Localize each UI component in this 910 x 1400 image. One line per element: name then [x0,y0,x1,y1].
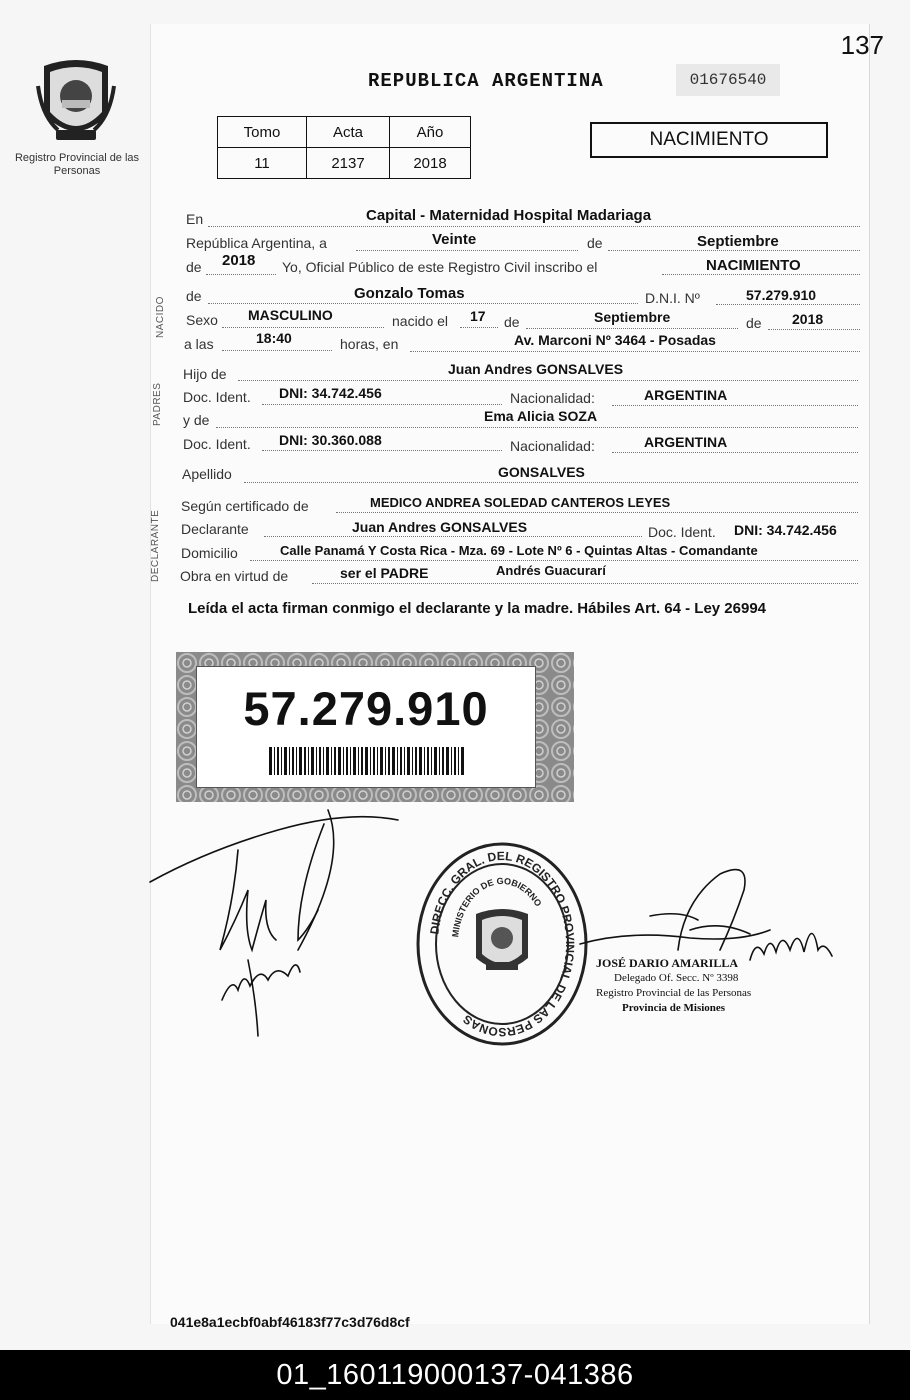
label-republica: República Argentina, a [186,235,327,251]
father-doc-value: DNI: 34.742.456 [279,385,382,401]
dotted-line [336,512,858,513]
label-doc3: Doc. Ident. [648,524,716,540]
legal-note: Leída el acta firman conmigo el declarante y la madre. Hábiles Art. 64 - Ley 26994 [188,600,767,617]
dotted-line [410,351,860,352]
dotted-line [768,329,860,330]
label-sexo: Sexo [186,312,218,328]
birth-time-value: 18:40 [256,330,292,346]
dotted-line [312,583,858,584]
official-signature-block [596,956,751,1016]
record-table [217,116,471,179]
dni-number-card [176,652,574,802]
official-province: Provincia de Misiones [622,1002,726,1014]
side-label-padres: PADRES [152,382,163,426]
dotted-line [526,328,738,329]
month-value: Septiembre [697,233,779,250]
logo-caption: Registro Provincial de las Personas [14,152,140,177]
label-nacido: nacido el [392,313,449,329]
label-apellido: Apellido [182,466,232,482]
day-value: Veinte [432,231,477,248]
label-doc1: Doc. Ident. [183,389,251,405]
table-value-anio: 2018 [390,148,471,179]
child-name-value: Gonzalo Tomas [354,285,465,302]
seal-emblem-icon [476,909,528,970]
dotted-line [262,450,502,451]
label-horas: horas, en [340,336,399,352]
label-en: En [186,211,204,227]
surname-value: GONSALVES [498,464,585,480]
mother-name-value: Ema Alicia SOZA [484,408,598,424]
side-label-declarante: DECLARANTE [150,509,161,582]
dotted-line [262,404,502,405]
dni-number-panel [196,666,536,788]
official-role: Delegado Of. Secc. Nº 3398 [614,972,739,984]
child-dni-value: 57.279.910 [746,287,817,303]
label-de5: de [746,315,762,331]
label-hijo: Hijo de [183,366,227,382]
dotted-line [222,350,332,351]
birth-year-value: 2018 [792,311,824,327]
dotted-line [206,274,276,275]
table-header-acta: Acta [307,117,390,148]
table-header-anio: Año [390,117,471,148]
label-doc2: Doc. Ident. [183,436,251,452]
official-name: JOSÉ DARIO AMARILLA [596,956,739,970]
address-continuation-value: Andrés Guacurarí [496,563,606,578]
birth-day-value: 17 [470,308,486,324]
official-seal-stamp [414,840,590,1048]
year-value: 2018 [222,252,256,269]
label-obra: Obra en virtud de [180,568,289,584]
table-value-tomo: 11 [218,148,307,179]
father-name-value: Juan Andres GONSALVES [448,361,624,377]
dotted-line [612,452,858,453]
dni-number: 57.279.910 [243,682,489,735]
declarant-doc-value: DNI: 34.742.456 [734,522,837,538]
father-nationality-value: ARGENTINA [644,387,728,403]
dotted-line [612,405,858,406]
birth-place-value: Av. Marconi Nº 3464 - Posadas [514,332,716,348]
label-yo: Yo, Oficial Público de este Registro Civil inscribo el [282,259,598,275]
label-de3: de [186,288,202,304]
label-nac2: Nacionalidad: [510,438,595,454]
document-title: REPUBLICA ARGENTINA [368,70,604,92]
dotted-line [716,304,860,305]
footer-file-code: 01_160119000137-041386 [0,1350,910,1400]
official-office: Registro Provincial de las Personas [596,987,752,999]
label-alas: a las [184,336,214,352]
declarant-signature [148,800,404,1040]
dotted-line [208,303,638,304]
province-seal-logo [36,56,116,148]
place-value: Capital - Maternidad Hospital Madariaga [366,207,652,224]
capacity-value: ser el PADRE [340,565,429,581]
mother-nationality-value: ARGENTINA [644,434,728,450]
dotted-line [264,536,642,537]
table-header-tomo: Tomo [218,117,307,148]
label-declarante: Declarante [181,521,249,537]
dotted-line [662,274,860,275]
seal-inner-text: MINISTERIO DE GOBIERNO [450,875,544,938]
dotted-line [250,560,858,561]
certificate-value: MEDICO ANDREA SOLEDAD CANTEROS LEYES [370,495,671,510]
address-value: Calle Panamá Y Costa Rica - Mza. 69 - Lote Nº 6 - Quintas Altas - Comandante [280,543,758,558]
inscription-type-value: NACIMIENTO [706,257,801,274]
document-hash: 041e8a1ecbf0abf46183f77c3d76d8cf [170,1314,410,1330]
document-kind-box: NACIMIENTO [590,122,828,158]
table-value-acta: 2137 [307,148,390,179]
dotted-line [608,250,860,251]
dotted-line [356,250,578,251]
mother-doc-value: DNI: 30.360.088 [279,432,382,448]
birth-month-value: Septiembre [594,309,671,325]
dotted-line [238,380,858,381]
label-yde: y de [183,412,210,428]
page-number: 137 [840,30,884,60]
dotted-line [460,327,498,328]
label-de: de [587,235,603,251]
seal-outer-text: DIRECC. GRAL. DEL REGISTRO PROVINCIAL DE LAS PERSONAS [427,848,578,1040]
serial-number: 01676540 [676,64,780,96]
dotted-line [244,482,858,483]
declarant-name-value: Juan Andres GONSALVES [352,519,528,535]
dotted-line [208,226,860,227]
label-domicilio: Domicilio [181,545,238,561]
label-de2: de [186,259,202,275]
sex-value: MASCULINO [248,307,333,323]
label-segun: Según certificado de [181,498,309,514]
dotted-line [222,327,384,328]
side-label-nacido: NACIDO [155,296,166,338]
label-nac1: Nacionalidad: [510,390,595,406]
barcode-icon [269,747,465,775]
label-de4: de [504,314,520,330]
dotted-line [216,427,858,428]
label-dni: D.N.I. Nº [645,290,700,306]
